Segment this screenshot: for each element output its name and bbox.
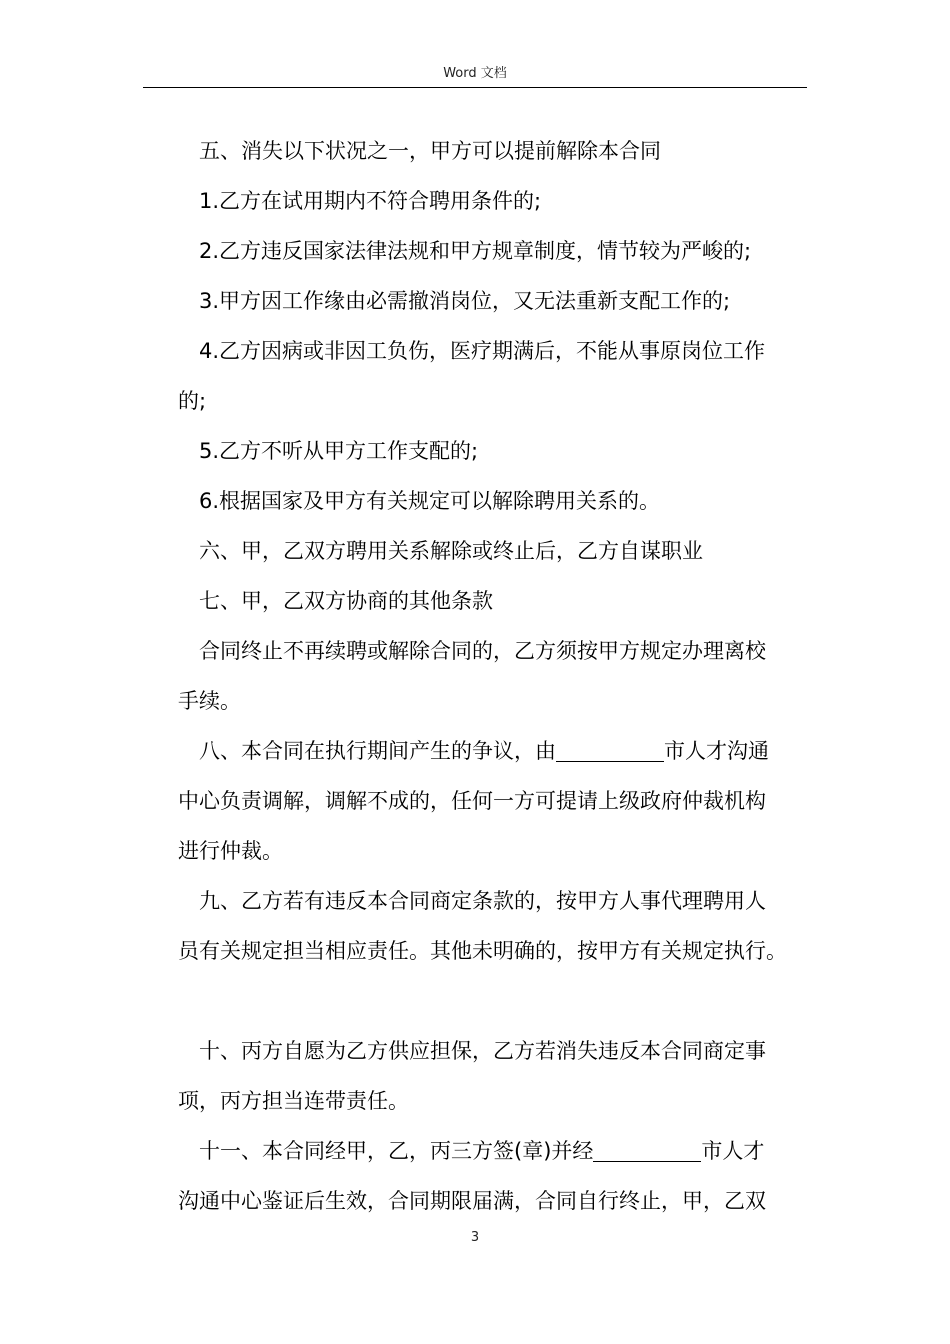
paragraph-continuation: 中心负责调解，调解不成的，任何一方可提请上级政府仲裁机构: [178, 789, 766, 813]
fill-in-blank: [556, 739, 664, 762]
paragraph-clause-7-body: 合同终止不再续聘或解除合同的，乙方须按甲方规定办理离校: [199, 639, 766, 663]
blank-line: [178, 976, 820, 1026]
paragraph-clause-7: 七、甲，乙双方协商的其他条款: [199, 589, 493, 613]
list-item-continuation: 的;: [178, 389, 207, 413]
list-item: 2.乙方违反国家法律法规和甲方规章制度，情节较为严峻的;: [199, 239, 752, 263]
list-item: 4.乙方因病或非因工负伤，医疗期满后，不能从事原岗位工作: [199, 339, 766, 363]
paragraph-continuation: 沟通中心鉴证后生效，合同期限届满，合同自行终止，甲，乙双: [178, 1189, 766, 1213]
document-body: [178, 126, 820, 1226]
paragraph-continuation: 项，丙方担当连带责任。: [178, 1089, 409, 1113]
fill-in-blank: [593, 1139, 701, 1162]
header-title: Word 文档: [443, 66, 507, 81]
list-item: 3.甲方因工作缘由必需撤消岗位，又无法重新支配工作的;: [199, 289, 731, 313]
paragraph-clause-6: 六、甲，乙双方聘用关系解除或终止后，乙方自谋职业: [199, 539, 703, 563]
paragraph-clause-9: 九、乙方若有违反本合同商定条款的，按甲方人事代理聘用人: [199, 889, 766, 913]
paragraph-clause-10: 十、丙方自愿为乙方供应担保，乙方若消失违反本合同商定事: [199, 1039, 766, 1063]
page-number: 3: [470, 1230, 480, 1245]
list-item: 5.乙方不听从甲方工作支配的;: [199, 439, 479, 463]
clause-11-text-after-blank: 市人才: [701, 1139, 765, 1163]
list-item: 6.根据国家及甲方有关规定可以解除聘用关系的。: [199, 489, 661, 513]
list-item: 1.乙方在试用期内不符合聘用条件的;: [199, 189, 542, 213]
paragraph-clause-5: 五、消失以下状况之一，甲方可以提前解除本合同: [199, 139, 661, 163]
clause-8-text-after-blank: 市人才沟通: [664, 739, 769, 763]
paragraph-clause-11: [178, 1126, 820, 1176]
paragraph-continuation: 进行仲裁。: [178, 839, 283, 863]
clause-8-text-before-blank: 八、本合同在执行期间产生的争议，由: [199, 739, 556, 763]
paragraph-clause-8: [178, 726, 820, 776]
header-divider: [143, 87, 807, 88]
clause-11-text-before-blank: 十一、本合同经甲，乙，丙三方签(章)并经: [199, 1139, 594, 1163]
paragraph-continuation: 员有关规定担当相应责任。其他未明确的，按甲方有关规定执行。: [178, 939, 787, 963]
paragraph-continuation: 手续。: [178, 689, 241, 713]
